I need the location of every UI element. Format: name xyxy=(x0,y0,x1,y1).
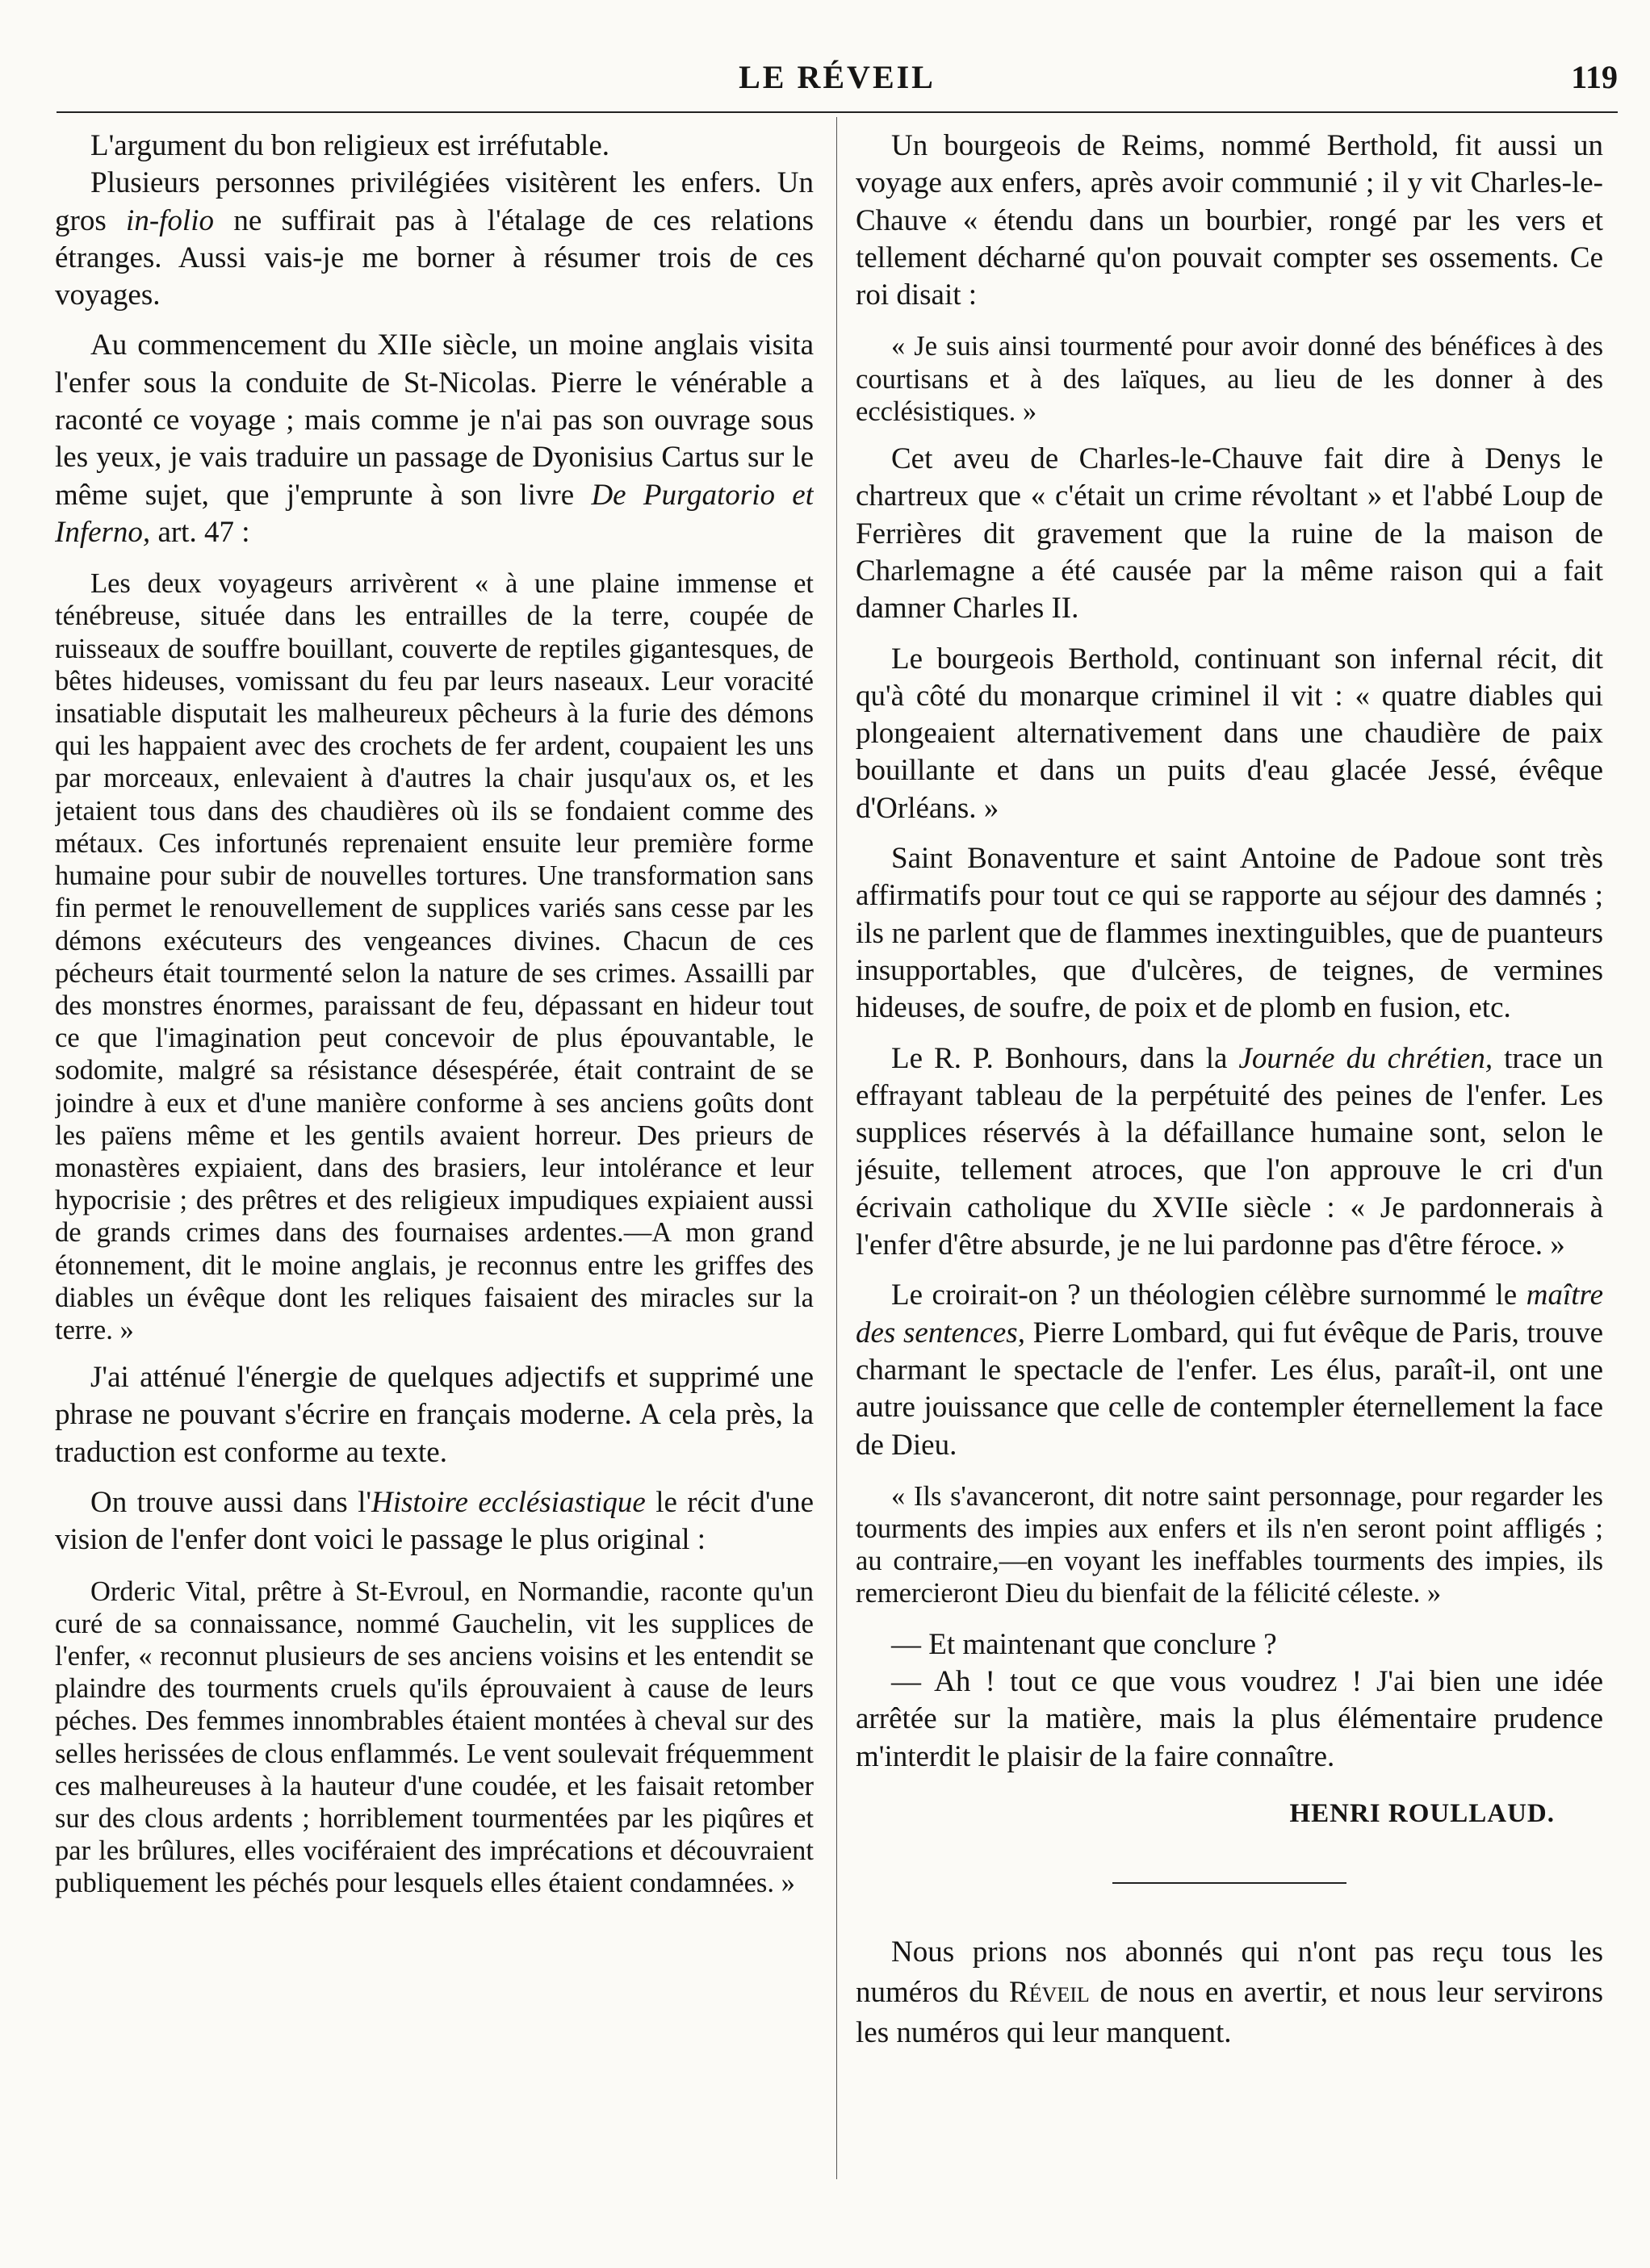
book-title: Journée du chrétien, xyxy=(1238,1041,1493,1075)
block-quote: Les deux voyageurs arrivèrent « à une plaine immense et ténébreuse, située dans les entrailles de la terre, coupée de ruisseaux de souffre bouillant, couverte de reptiles gigantesques, de bêtes hideuses, vomissant du feu par leurs naseaux. Leur voracité insatiable disputait les malheureux pêcheurs à la furie des démons qui les happaient avec des crochets de fer ardent, coupaient les uns par morceaux, enlevaient à d'autres la chair jusqu'aux os, et les jetaient tous dans des chaudières où ils se fondaient comme des métaux. Ces infortunés reprenaient ensuite leur première forme humaine pour subir de nouvelles tortures. Une transformation sans fin permet le renouvellement de supplices variés sans cesse par les démons exécuteurs des vengeances divines. Chacun de ces pécheurs était tourmenté selon la nature de ses crimes. Assailli par des monstres énormes, paraissant de feu, dépassant en hideur tout ce que l'imagination peut concevoir de plus épouvantable, le sodomite, malgré sa résistance désespérée, était contraint de se joindre à eux et d'une manière conforme à ses anciens goûts dont les païens même et les gentils avaient horreur. Des prieurs de monastères expiaient, dans des brasiers, leur intolérance et leur hypocrisie ; des prêtres et des religieux impudiques expiaient aussi de grands crimes dans des fournaises ardentes.—A mon grand étonnement, dit le moine anglais, je reconnus entre les griffes des diables un évêque dont les reliques faisaient des miracles sur la terre. » xyxy=(55,568,814,1345)
paragraph: L'argument du bon religieux est irréfutable. xyxy=(90,129,610,162)
paragraph: Le R. P. Bonhours, dans la Journée du chrétien, trace un effrayant tableau de la perpétuité des peines de l'enfer. Les supplices réservés à la défaillance humaine sont, selon le jésuite, tellement atroces, que l'on approuve le cri d'un écrivain catholique du XVIIe siècle : « Je pardonnerais à l'enfer d'être absurde, je ne lui pardonne pas d'être féroce. » xyxy=(856,1041,1603,1262)
running-title: LE RÉVEIL xyxy=(739,59,936,95)
book-title: Histoire ecclésiastique xyxy=(371,1486,646,1520)
italic-term: maître des sentences, xyxy=(856,1278,1603,1350)
author-signature: HENRI ROULLAUD. xyxy=(1289,1798,1555,1828)
page-number: 119 xyxy=(1571,59,1618,95)
dialogue-line: — Et maintenant que conclure ? xyxy=(891,1627,1277,1661)
block-quote: Orderic Vital, prêtre à St-Evroul, en Normandie, raconte qu'un curé de sa connaissance, nommé Gauchelin, vit les supplices de l'enfer, « reconnut plusieurs de ses anciens voisins et les entendit se plaindre des tourments cruels qu'ils éprouvaient à cause de leurs péches. Des femmes innombrables étaient montées à cheval sur des selles herissées de clous enflammés. Le vent soulevait fréquemment ces malheureuses à la hauteur d'une coudée, et les faisait retomber sur des clous ardents ; horriblement tourmentées par les piqûres et par les brûlures, elles vociféraient des imprécations et découvraient publiquement les péchés pour lesquels elles étaient condamnées. » xyxy=(55,1575,814,1899)
closing-rule xyxy=(1112,1882,1346,1884)
header-rule xyxy=(57,111,1618,113)
dialogue-line: — Ah ! tout ce que vous voudrez ! J'ai bien une idée arrêtée sur la matière, mais la plus élémentaire prudence m'interdit le plaisir de la faire connaître. xyxy=(856,1664,1603,1773)
paragraph: Plusieurs personnes privilégiées visitèrent les enfers. Un gros in-folio ne suffirait pas à l'étalage de ces relations étranges. Aussi vais-je me borner à résumer trois de ces voyages. xyxy=(55,166,814,312)
journal-name: Réveil xyxy=(1009,1976,1090,2010)
paragraph: On trouve aussi dans l'Histoire ecclésiastique le récit d'une vision de l'enfer dont voici le passage le plus original : xyxy=(55,1486,814,1557)
paragraph: Le croirait-on ? un théologien célèbre surnommé le maître des sentences, Pierre Lombard, qui fut évêque de Paris, trouve charmant le spectacle de l'enfer. Les élus, paraît-il, ont une autre jouissance que celle de contempler éternellement la face de Dieu. xyxy=(856,1278,1603,1462)
column-divider xyxy=(836,117,837,2179)
block-quote: « Ils s'avanceront, dit notre saint personnage, pour regarder les tourments des impies aux enfers et ils n'en seront point affligés ; au contraire,—en voyant les ineffables tourments des impies, ils remercieront Dieu du bienfait de la félicité céleste. » xyxy=(856,1480,1603,1609)
subscriber-notice: Nous prions nos abonnés qui n'ont pas reçu tous les numéros du Réveil de nous en avertir, et nous leur servirons les numéros qui leur manquent. xyxy=(856,1935,1603,2050)
page-header xyxy=(57,58,1618,115)
left-column xyxy=(55,128,814,2187)
paragraph: Le bourgeois Berthold, continuant son infernal récit, dit qu'à côté du monarque criminel il vit : « quatre diables qui plongeaient alternativement dans une chaudière de paix bouillante et dans un puits d'eau glacée Jessé, évêque d'Orléans. » xyxy=(856,642,1603,825)
block-quote: « Je suis ainsi tourmenté pour avoir donné des bénéfices à des courtisans et à des laïques, au lieu de les donner à des ecclésistiques. » xyxy=(856,331,1603,427)
paragraph: Un bourgeois de Reims, nommé Berthold, fit aussi un voyage aux enfers, après avoir communié ; il y vit Charles-le-Chauve « étendu dans un bourbier, rongé par les vers et tellement décharné qu'on pouvait compter ses ossements. Ce roi disait : xyxy=(856,129,1603,312)
paragraph: Au commencement du XIIe siècle, un moine anglais visita l'enfer sous la conduite de St-Nicolas. Pierre le vénérable a raconté ce voyage ; mais comme je n'ai pas son ouvrage sous les yeux, je vais traduire un passage de Dyonisius Cartus sur le même sujet, que j'emprunte à son livre De Purgatorio et Inferno, art. 47 : xyxy=(55,328,814,549)
book-title: De Purgatorio et Inferno, xyxy=(55,478,814,549)
italic-term: in-folio xyxy=(126,203,214,237)
paragraph: Saint Bonaventure et saint Antoine de Padoue sont très affirmatifs pour tout ce qui se rapporte au séjour des damnés ; ils ne parlent que de flammes inextinguibles, que de puanteurs insupportables, que d'ulcères, de teignes, de vermines hideuses, de soufre, de poix et de plomb en fusion, etc. xyxy=(856,842,1603,1025)
right-column xyxy=(856,128,1603,2187)
paragraph: Cet aveu de Charles-le-Chauve fait dire à Denys le chartreux que « c'était un crime révoltant » et l'abbé Loup de Ferrières dit gravement que la ruine de la maison de Charlemagne a été causée par la même raison qui a fait damner Charles II. xyxy=(856,442,1603,626)
paragraph: J'ai atténué l'énergie de quelques adjectifs et supprimé une phrase ne pouvant s'écrire en français moderne. A cela près, la traduction est conforme au texte. xyxy=(55,1361,814,1469)
